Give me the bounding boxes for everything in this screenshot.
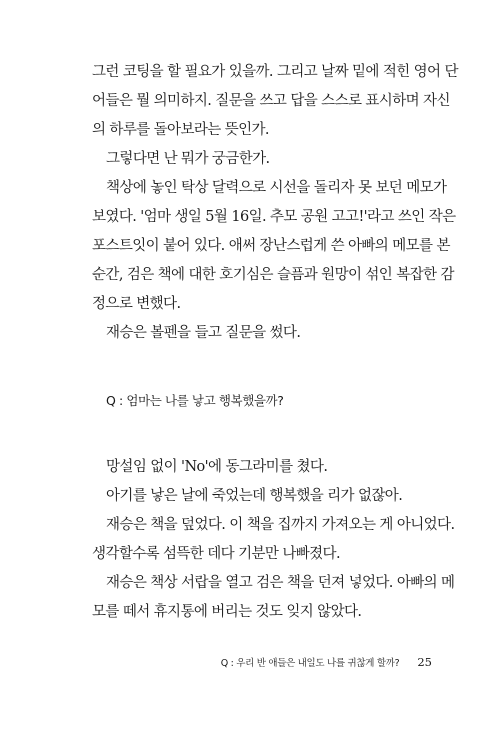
text-line: 포스트잇이 붙어 있다. 애써 장난스럽게 쓴 아빠의 메모를 본 xyxy=(92,238,450,254)
text-line: 어들은 뭘 의미하지. 질문을 쓰고 답을 스스로 표시하며 자신 xyxy=(92,93,450,109)
text-line: 그렇다면 난 뭐가 궁금한가. xyxy=(106,151,270,167)
text-line: 재승은 책을 덮었다. 이 책을 집까지 가져오는 게 아니었다. xyxy=(106,517,455,533)
text-line: 재승은 책상 서랍을 열고 검은 책을 던져 넣었다. 아빠의 메 xyxy=(106,575,455,591)
body-text xyxy=(92,58,458,627)
paragraph-2 xyxy=(92,145,432,174)
paragraph-5 xyxy=(92,453,432,482)
text-line: 정으로 변했다. xyxy=(92,296,181,312)
paragraph-3 xyxy=(92,174,456,319)
running-head: Q : 우리 반 애들은 내일도 나를 귀찮게 할까? xyxy=(220,658,400,669)
section-gap xyxy=(92,415,432,453)
paragraph-6 xyxy=(92,482,432,511)
text-line: 보였다. '엄마 생일 5월 16일. 추모 공원 고고!'라고 쓰인 작은 xyxy=(92,209,456,225)
text-line: 망설임 없이 'No'에 동그라미를 쳤다. xyxy=(106,459,328,475)
paragraph-8 xyxy=(92,569,455,627)
section-gap xyxy=(92,348,432,386)
text-line: 생각할수록 섬뜩한 데다 기분만 나빠졌다. xyxy=(92,546,340,562)
question-block xyxy=(92,386,432,415)
text-line: 모를 떼서 휴지통에 버리는 것도 잊지 않았다. xyxy=(92,604,362,620)
paragraph-4 xyxy=(92,319,432,348)
paragraph-7 xyxy=(92,511,455,569)
page-footer xyxy=(92,652,432,672)
text-line: 의 하루를 돌아보라는 뜻인가. xyxy=(92,122,269,138)
text-line: 책상에 놓인 탁상 달력으로 시선을 돌리자 못 보던 메모가 xyxy=(106,180,447,196)
text-line: 아기를 낳은 날에 죽었는데 행복했을 리가 없잖아. xyxy=(106,488,403,504)
page-number: 25 xyxy=(417,655,432,669)
paragraph-1 xyxy=(92,58,458,145)
text-line: 재승은 볼펜을 들고 질문을 썼다. xyxy=(106,325,301,341)
question-text: Q : 엄마는 나를 낳고 행복했을까? xyxy=(106,393,284,408)
text-line: 순간, 검은 책에 대한 호기심은 슬픔과 원망이 섞인 복잡한 감 xyxy=(92,267,454,283)
text-line: 그런 코팅을 할 필요가 있을까. 그리고 날짜 밑에 적힌 영어 단 xyxy=(92,64,458,80)
